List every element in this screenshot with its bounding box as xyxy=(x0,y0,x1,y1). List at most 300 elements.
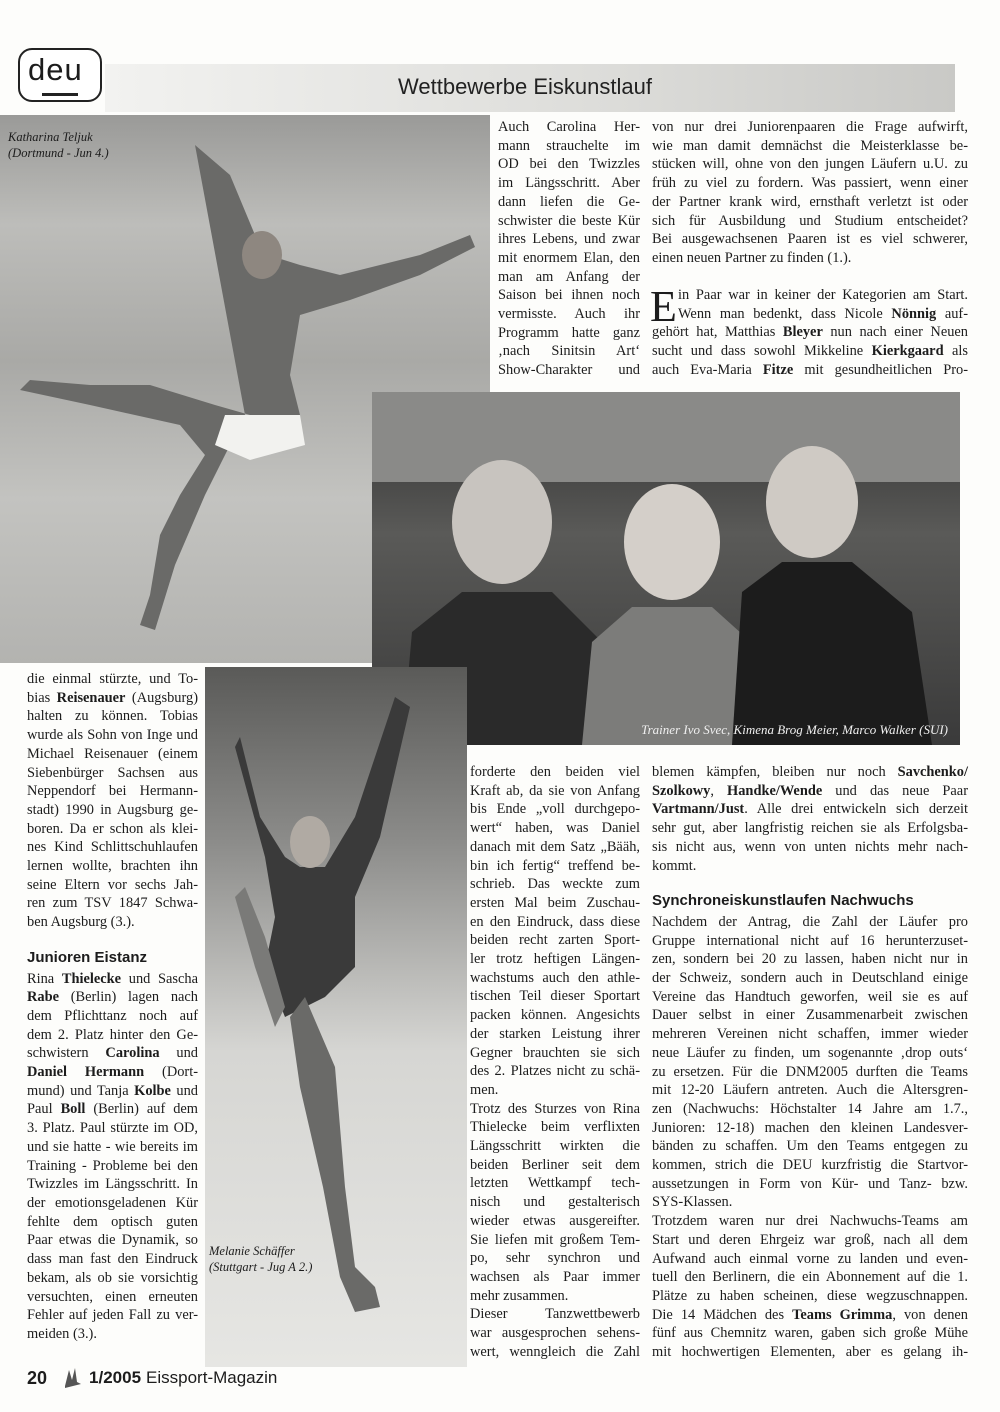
text-line xyxy=(470,969,640,988)
text-run: als xyxy=(943,343,968,360)
text-run: meiden (3.). xyxy=(27,1325,97,1342)
text-run: mit gesundheitlichen Pro- xyxy=(793,361,968,378)
text-run: der emotionsgeladenen Kür xyxy=(27,1194,198,1211)
text-run: ren zum TSV 1847 Schwa- xyxy=(27,895,198,912)
text-line xyxy=(470,857,640,876)
logo-text: deu xyxy=(28,52,83,87)
text-line xyxy=(27,970,198,989)
paragraph xyxy=(470,763,640,1100)
text-run: sehr gut, aber langfristig reichen sie als Erfolgsba- xyxy=(652,820,968,837)
text-run: zen, sondern bei 20 zu lassen, haben nicht nur in xyxy=(652,951,968,968)
paragraph xyxy=(470,1305,640,1361)
paragraph xyxy=(652,1212,968,1362)
text-run: nisch und gestalterisch xyxy=(470,1194,640,1211)
text-run: im Längsschritt. Aber xyxy=(498,175,640,192)
text-run: Aufwand auch einmal vorne zu landen und even- xyxy=(652,1250,968,1267)
text-line xyxy=(652,212,968,231)
text-line xyxy=(498,174,640,193)
text-run: Michael Reisenauer (einem xyxy=(27,745,198,762)
bold-name: Boll xyxy=(60,1101,86,1118)
text-run: Gegner brauchten sie sich xyxy=(470,1044,640,1061)
text-line xyxy=(652,1063,968,1082)
text-line xyxy=(470,950,640,969)
bold-name: Kolbe xyxy=(134,1082,171,1099)
text-line xyxy=(652,857,968,876)
text-run: Auch Carolina Her- xyxy=(498,119,640,135)
text-run: (Augsburg) xyxy=(125,689,198,706)
magazine-name: Eissport-Magazin xyxy=(146,1368,278,1387)
text-line xyxy=(470,1100,640,1119)
text-line xyxy=(652,913,968,932)
text-run: mann strauchelte im xyxy=(498,137,640,154)
bold-name: Fitze xyxy=(762,361,794,378)
text-line xyxy=(470,1193,640,1212)
text-run: Vereine das Handtuch geworfen, weil sie es auf xyxy=(652,988,968,1005)
text-line xyxy=(652,286,968,305)
text-run: (Dort- xyxy=(144,1064,199,1081)
text-line xyxy=(652,1025,968,1044)
text-run: Twizzles im Längsschritt. In xyxy=(27,1176,198,1193)
text-line xyxy=(27,820,198,839)
text-line xyxy=(652,932,968,951)
bold-name: Handke/Wende xyxy=(727,782,823,799)
text-run: mit 12-20 Läufern antreten. Auch die Altersgren- xyxy=(652,1082,968,1099)
text-run: OD bei den Twizzles xyxy=(498,156,640,173)
text-run: bin ich fertig“ treffend be- xyxy=(470,857,640,874)
article-column-e xyxy=(652,763,968,1362)
text-run: früh zu viel zu fordern. Was passiert, wenn einer xyxy=(652,175,968,192)
bold-name: Reisenauer xyxy=(56,689,126,706)
text-run: SYS-Klassen. xyxy=(652,1194,733,1211)
bold-name: Teams Grimma xyxy=(792,1306,893,1323)
bold-name: Nönnig xyxy=(891,305,937,322)
text-line xyxy=(27,838,198,857)
text-line xyxy=(652,249,968,268)
caption-line: (Dortmund - Jun 4.) xyxy=(8,146,109,160)
text-line xyxy=(27,1288,198,1307)
text-line xyxy=(470,875,640,894)
section-heading: Junioren Eistanz xyxy=(27,948,148,966)
text-run: dem 2. Platz hinter den Ge- xyxy=(27,1026,198,1043)
text-line xyxy=(652,1006,968,1025)
text-line xyxy=(652,1212,968,1231)
text-line xyxy=(27,988,198,1007)
text-run: bias xyxy=(27,689,57,706)
text-line xyxy=(27,689,198,708)
text-line xyxy=(470,1062,640,1081)
text-line xyxy=(27,1119,198,1138)
text-run: kommt. xyxy=(652,857,697,874)
text-line xyxy=(498,342,640,361)
text-line xyxy=(27,913,198,932)
page-number: 20 xyxy=(27,1367,48,1388)
text-run: Sie liefen mit großem Tem- xyxy=(470,1231,640,1248)
text-line xyxy=(27,745,198,764)
text-run: Training - Probleme bei den xyxy=(27,1157,198,1174)
text-run: stadt) 1990 in Augsburg ge- xyxy=(27,801,198,818)
text-line xyxy=(498,193,640,212)
text-line xyxy=(652,174,968,193)
text-run: sucht und dass sowohl Mikkeline xyxy=(652,343,872,360)
text-line xyxy=(27,1306,198,1325)
text-line xyxy=(27,1100,198,1119)
text-line xyxy=(27,1063,198,1082)
text-line xyxy=(470,1231,640,1250)
text-line xyxy=(652,1100,968,1119)
text-line xyxy=(470,1324,640,1343)
text-run: Saison bei ihnen noch xyxy=(498,287,640,304)
text-line xyxy=(27,1138,198,1157)
text-run: der starken Leistung ihrer xyxy=(470,1025,640,1042)
text-line xyxy=(27,1231,198,1250)
text-line xyxy=(652,969,968,988)
text-run: nun nach einer Neuen xyxy=(822,324,968,341)
article-column-a xyxy=(498,118,640,380)
text-line xyxy=(470,1212,640,1231)
text-run: danach mit dem Satz „Bääh, xyxy=(470,838,640,855)
paragraph xyxy=(652,118,968,268)
text-run: blemen kämpfen, bleiben nur noch xyxy=(652,764,898,780)
text-line xyxy=(470,1343,640,1362)
text-line xyxy=(470,1305,640,1324)
text-run: wurde als Sohn von Inge und xyxy=(27,727,198,744)
paragraph xyxy=(498,118,640,380)
text-line xyxy=(27,1269,198,1288)
text-run: Wenn man bedenkt, dass Nicole xyxy=(678,305,892,322)
text-run: schrieb. Das weckte zum xyxy=(470,876,640,893)
text-run: schwistern xyxy=(27,1045,106,1062)
text-line xyxy=(470,782,640,801)
text-line xyxy=(470,1025,640,1044)
magazine-bird-icon xyxy=(61,1366,83,1390)
text-run: sis nicht aus, wenn von unten nichts mehr nach- xyxy=(652,838,968,855)
text-run: vermisste. Auch ihr xyxy=(498,306,640,323)
text-run: sich für Ausbildung und Studium entscheidet? xyxy=(652,212,968,229)
text-line xyxy=(27,1250,198,1269)
text-line xyxy=(27,670,198,689)
deu-logo xyxy=(18,48,102,102)
text-run: po, sehr synchron und xyxy=(470,1250,640,1267)
caption-melanie xyxy=(209,1243,312,1275)
text-run: die einmal stürzte, und To- xyxy=(27,671,198,687)
text-run: der Schweiz, sondern auch in Deutschland einige xyxy=(652,970,968,987)
text-run: und xyxy=(159,1045,198,1062)
text-line xyxy=(27,1007,198,1026)
text-line xyxy=(470,931,640,950)
text-run: boren. Da er schon als klei- xyxy=(27,820,198,837)
text-line xyxy=(652,361,968,380)
bold-name: Kierkgaard xyxy=(871,343,944,360)
text-line xyxy=(652,230,968,249)
text-run: Junioren: 12-18) machen den kleinen Landesver- xyxy=(652,1119,968,1136)
text-line xyxy=(498,230,640,249)
text-run: dann liefen die Ge- xyxy=(498,193,640,210)
text-run: mit hochwertigen Elementen, aber es gelang ih- xyxy=(652,1344,968,1361)
text-run: forderte den beiden viel xyxy=(470,764,640,780)
text-line xyxy=(652,782,968,801)
paragraph xyxy=(27,949,198,1344)
text-run: Dauer selbst in einer Zusammenarbeit zwischen xyxy=(652,1007,968,1024)
text-run: Siebenbürger Sachsen aus xyxy=(27,764,198,781)
text-run: 3. Platz. Paul stürzte im OD, xyxy=(27,1120,198,1137)
text-run: Paul xyxy=(27,1101,61,1118)
paragraph xyxy=(652,763,968,875)
text-line xyxy=(498,286,640,305)
text-run: auch Eva-Maria xyxy=(652,361,763,378)
text-line xyxy=(652,1287,968,1306)
text-line xyxy=(652,1044,968,1063)
text-line xyxy=(498,268,640,287)
text-run: dem Pflichttanz noch auf xyxy=(27,1007,198,1024)
bold-name: Daniel Hermann xyxy=(27,1064,145,1081)
text-line xyxy=(470,763,640,782)
article-column-b-dropcap xyxy=(650,282,969,380)
text-line xyxy=(27,857,198,876)
paragraph xyxy=(652,892,968,1212)
text-run: zu ersetzen. Für die DNM2005 durften die Teams xyxy=(652,1063,968,1080)
text-line xyxy=(652,988,968,1007)
text-run: Kraft ab, da sie von Anfang xyxy=(470,782,640,799)
text-line xyxy=(470,894,640,913)
text-line xyxy=(27,1044,198,1063)
text-line xyxy=(498,212,640,231)
text-line xyxy=(498,155,640,174)
text-line xyxy=(27,1213,198,1232)
text-run: zen (Nachwuchs: Höchstalter 14 Jahre am 1.7., xyxy=(652,1100,968,1117)
text-run: wachstums auch den athle- xyxy=(470,969,640,986)
text-line xyxy=(27,1175,198,1194)
text-line xyxy=(652,323,968,342)
text-line xyxy=(27,1157,198,1176)
text-run: Gruppe international nicht auf 16 herunterzuset- xyxy=(652,932,968,949)
dropcap-paragraph xyxy=(650,282,969,380)
text-run: und sie hatte - wie bereits im xyxy=(27,1138,198,1155)
bold-name: Rabe xyxy=(27,989,59,1006)
text-line xyxy=(27,707,198,726)
text-run: war ausgesprochen sehens- xyxy=(470,1325,640,1342)
text-run: letzten Wettkampf tech- xyxy=(470,1175,640,1192)
text-run: Rina xyxy=(27,970,62,987)
text-line xyxy=(470,1174,640,1193)
text-run: wachsen als Paar immer xyxy=(470,1268,640,1285)
text-run: Nachdem der Antrag, die Zahl der Läufer pro xyxy=(652,913,968,930)
text-line xyxy=(470,1081,640,1100)
text-line xyxy=(470,1137,640,1156)
text-line xyxy=(470,1156,640,1175)
text-line xyxy=(470,1044,640,1063)
text-line xyxy=(652,1268,968,1287)
caption-line: Melanie Schäffer xyxy=(209,1244,295,1258)
text-line xyxy=(470,987,640,1006)
text-run: Thielecke beim verflixten xyxy=(470,1119,640,1136)
text-run: man am Anfang der xyxy=(498,268,640,285)
text-run: mehreren Vereinen nicht schaffen, immer wieder xyxy=(652,1026,968,1043)
issue-number: 1/2005 xyxy=(89,1368,142,1387)
text-line xyxy=(652,800,968,819)
text-run: aussetzungen in Form von Kür- und Tanz- bzw. xyxy=(652,1175,968,1192)
text-run: Trotz des Sturzes von Rina xyxy=(470,1100,640,1117)
text-run: Plätze zu haben scheinen, diese wegzuschnappen. xyxy=(652,1287,968,1304)
text-run: Paar etwas die Dynamik, so xyxy=(27,1232,198,1249)
text-run: in Paar war in keiner der Kategorien am Start. xyxy=(678,287,968,303)
text-line xyxy=(652,1324,968,1343)
drop-cap: E xyxy=(650,282,677,331)
text-line xyxy=(498,249,640,268)
text-run: kommen, strich die DEU kurzfristig die Startvor- xyxy=(652,1157,968,1174)
paragraph xyxy=(27,670,198,932)
text-run: bis Ende „voll durchgepo- xyxy=(470,801,640,818)
text-run: Trotzdem waren nur drei Nachwuchs-Teams am xyxy=(652,1213,968,1230)
text-run: Neppendorf bei Hermann- xyxy=(27,783,198,800)
text-run: Fehler auf jeden Fall zu ver- xyxy=(27,1307,198,1324)
caption-katharina xyxy=(8,129,109,161)
bold-name: Bleyer xyxy=(782,324,823,341)
text-run: neue Läufer zu finden, um sogenannte ‚drop outs‘ xyxy=(652,1044,968,1061)
text-line xyxy=(470,1268,640,1287)
text-line xyxy=(498,361,640,380)
text-line xyxy=(27,801,198,820)
text-run: (Berlin) auf dem xyxy=(85,1101,198,1118)
text-line xyxy=(652,950,968,969)
text-run: beiden Berliner seit dem xyxy=(470,1156,640,1173)
text-line xyxy=(498,305,640,324)
text-run: fehlte dem optisch guten xyxy=(27,1213,198,1230)
text-line xyxy=(652,118,968,137)
text-run: stücken will, ohne von den jungen Läufern u.U. zu xyxy=(652,156,968,173)
text-run: en den Eindruck, dass diese xyxy=(470,913,640,930)
caption-line: (Stuttgart - Jug A 2.) xyxy=(209,1260,313,1274)
text-run: Bei ausgewachsenen Paaren ist es viel schwerer, xyxy=(652,231,968,248)
text-run: Programm hatte ganz xyxy=(498,324,640,341)
text-line xyxy=(652,1193,968,1212)
text-run: versuchten, einen erneuten xyxy=(27,1288,198,1305)
text-run: bekam, als ob sie vorsichtig xyxy=(27,1269,198,1286)
text-run: und Sascha xyxy=(121,970,198,987)
text-run: Start und deren Ehrgeiz war groß, nach all dem xyxy=(652,1231,968,1248)
text-run: einen neuen Partner zu finden (1.). xyxy=(652,249,852,266)
text-run: . Alle drei entwickeln sich derzeit xyxy=(744,801,968,818)
bold-name: Savchenko/ xyxy=(897,764,968,780)
text-run: lernen wollte, brachten ihn xyxy=(27,858,198,875)
text-line xyxy=(652,1343,968,1362)
text-line xyxy=(470,819,640,838)
text-line xyxy=(652,1231,968,1250)
text-line xyxy=(652,1081,968,1100)
text-line xyxy=(652,342,968,361)
text-line xyxy=(652,763,968,782)
photo-skater-melanie xyxy=(205,667,467,1367)
caption-line: Katharina Teljuk xyxy=(8,130,93,144)
article-column-c xyxy=(27,670,198,1344)
text-line xyxy=(470,800,640,819)
text-line xyxy=(27,764,198,783)
caption-trio: Trainer Ivo Svec, Kimena Brog Meier, Marco Walker (SUI) xyxy=(641,722,948,737)
article-column-b xyxy=(652,118,968,268)
text-run: beiden recht zarten Sport- xyxy=(470,932,640,949)
text-run: wieder etwas ausgereifter. xyxy=(470,1212,640,1229)
text-run: gehört hat, Matthias xyxy=(652,324,783,341)
skate-blade-icon xyxy=(42,93,78,96)
bold-name: Carolina xyxy=(105,1045,160,1062)
text-run: und xyxy=(170,1082,198,1099)
text-run: seine Eltern vor sechs Jah- xyxy=(27,876,198,893)
section-heading: Synchroneiskunstlaufen Nachwuchs xyxy=(652,892,914,910)
text-line xyxy=(652,1156,968,1175)
text-line xyxy=(470,913,640,932)
text-line xyxy=(652,1250,968,1269)
text-line xyxy=(27,1325,198,1344)
text-run: der Partner krank wird, ernsthaft verletzt ist oder xyxy=(652,193,968,210)
text-line xyxy=(652,838,968,857)
text-line xyxy=(652,1119,968,1138)
article-column-d xyxy=(470,763,640,1362)
text-run: Show-Charakter und xyxy=(498,362,640,379)
text-line xyxy=(27,876,198,895)
text-run: schwister die beste Kür xyxy=(498,212,640,229)
text-run: ler trotz heftigen Längen- xyxy=(470,951,640,968)
text-line xyxy=(652,1137,968,1156)
text-line xyxy=(470,1118,640,1137)
text-run: ben Augsburg (3.). xyxy=(27,914,135,931)
text-run: , von denen xyxy=(892,1306,968,1323)
text-run: packen können. Angesichts xyxy=(470,1007,640,1024)
text-line xyxy=(27,894,198,913)
text-run: Längsschritt wirkten die xyxy=(470,1138,640,1155)
text-line xyxy=(652,155,968,174)
text-line xyxy=(652,1306,968,1325)
text-run: ersten Mal beim Zuschau- xyxy=(470,894,640,911)
text-run: (Berlin) lagen nach xyxy=(58,989,198,1006)
text-run: wie man damit demnächst die Meisterklasse be- xyxy=(652,137,968,154)
text-line xyxy=(470,1249,640,1268)
text-run: ihres Lebens, und zwar xyxy=(498,231,640,248)
text-run: fünf aus Chemnitz waren, gaben sich große Mühe xyxy=(652,1325,968,1342)
paragraph xyxy=(470,1100,640,1306)
text-line xyxy=(498,324,640,343)
text-line xyxy=(27,1026,198,1045)
text-line xyxy=(498,118,640,137)
text-line xyxy=(470,1287,640,1306)
text-run: , xyxy=(710,782,728,799)
text-line xyxy=(470,1006,640,1025)
page-title: Wettbewerbe Eiskunstlauf xyxy=(398,74,652,99)
text-run: und das neue Paar xyxy=(822,782,968,799)
text-line xyxy=(27,782,198,801)
text-run: des 2. Platzes nicht zu schä- xyxy=(470,1063,640,1080)
text-line xyxy=(652,193,968,212)
bold-name: Thielecke xyxy=(61,970,122,987)
text-run: dass man fast den Eindruck xyxy=(27,1251,198,1268)
text-run: ‚nach Sinitsin Art‘ xyxy=(498,343,640,360)
text-run: nes Kind Schlittschuhlaufen xyxy=(27,839,198,856)
text-line xyxy=(652,1175,968,1194)
footer xyxy=(27,1366,277,1390)
text-line xyxy=(470,838,640,857)
text-line xyxy=(27,1082,198,1101)
text-line xyxy=(652,137,968,156)
text-run: Die 14 Mädchen des xyxy=(652,1306,793,1323)
text-run: auf- xyxy=(936,305,969,322)
text-run: men. xyxy=(470,1081,499,1098)
text-run: Dieser Tanzwettbewerb xyxy=(470,1306,640,1323)
text-run: tuell den Berlinern, die ein Abonnement auf die 1. xyxy=(652,1269,968,1286)
text-run: mehr zusammen. xyxy=(470,1287,569,1304)
bold-name: Szolkowy xyxy=(652,782,711,799)
text-run: mit enormem Elan, den xyxy=(498,249,640,266)
text-line xyxy=(27,726,198,745)
text-run: bänden zu schaffen. Um den Teams entgegen zu xyxy=(652,1138,968,1155)
text-run: von nur drei Juniorenpaaren die Frage aufwirft, xyxy=(652,119,968,135)
